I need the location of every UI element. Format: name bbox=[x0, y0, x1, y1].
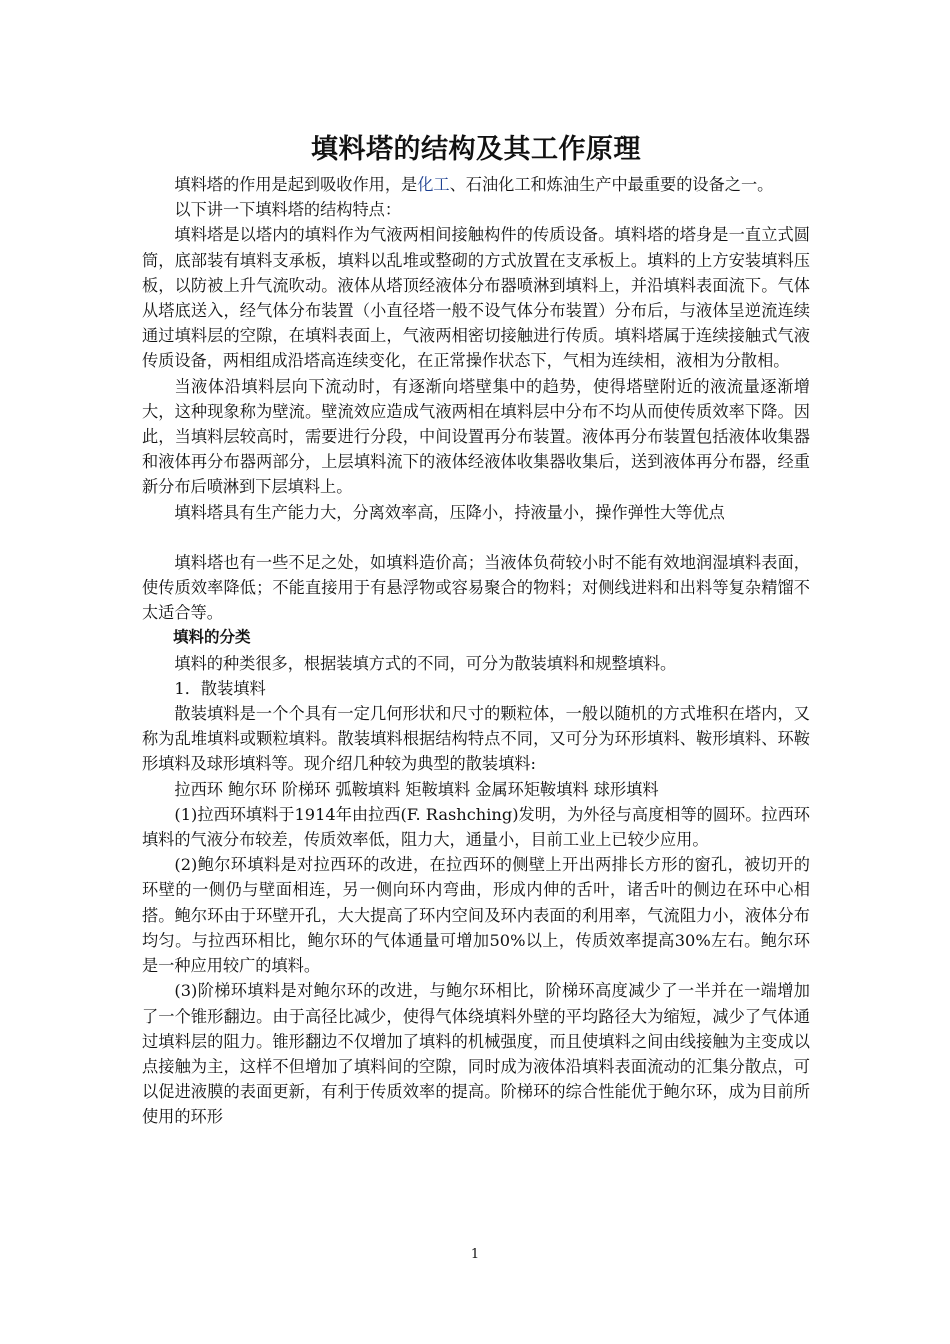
paragraph-types: 填料的种类很多，根据装填方式的不同，可分为散装填料和规整填料。 bbox=[174, 653, 677, 673]
paragraph-random-packing: 散装填料是一个个具有一定几何形状和尺寸的颗粒体，一般以随机的方式堆积在塔内，又称为乱堆填料或颗粒填料。散装填料根据结构特点不同，又可分为环形填料、鞍形填料、环鞍形填料及球形填料等。现介绍几种较为典型的散装填料: bbox=[142, 704, 810, 774]
paragraph-intro bbox=[142, 172, 810, 197]
paragraph-wall-flow: 当液体沿填料层向下流动时，有逐渐向塔壁集中的趋势，使得塔壁附近的液流量逐渐增大，这种现象称为壁流。壁流效应造成气液两相在填料层中分布不均从而使传质效率下降。因此，当填料层较高时，需要进行分段，中间设置再分布装置。液体再分布装置包括液体收集器和液体再分布器两部分，上层填料流下的液体经液体收集器收集后，送到液体再分布器，经重新分布后喷淋到下层填料上。 bbox=[142, 376, 810, 497]
intro-text-before: 填料塔的作用是起到吸收作用，是 bbox=[174, 175, 418, 194]
packing-type-list: 拉西环 鲍尔环 阶梯环 弧鞍填料 矩鞍填料 金属环矩鞍填料 球形填料 bbox=[174, 779, 659, 799]
paragraph-pall-ring: (2)鲍尔环填料是对拉西环的改进，在拉西环的侧壁上开出两排长方形的窗孔，被切开的环壁的一侧仍与壁面相连，另一侧向环内弯曲，形成内伸的舌叶，诸舌叶的侧边在环中心相搭。鲍尔环由于环壁开孔，大大提高了环内空间及环内表面的利用率，气流阻力小，液体分布均匀。与拉西环相比，鲍尔环的气体通量可增加50%以上，传质效率提高30%左右。鲍尔环是一种应用较广的填料。 bbox=[142, 855, 810, 976]
paragraph-structure-intro: 以下讲一下填料塔的结构特点： bbox=[174, 200, 402, 220]
intro-text-after: 、石油化工和炼油生产中最重要的设备之一。 bbox=[449, 175, 774, 194]
document-title: 填料塔的结构及其工作原理 bbox=[311, 134, 641, 165]
paragraph-raschig-ring: (1)拉西环填料于1914年由拉西(F. Rashching)发明，为外径与高度相等的圆环。拉西环填料的气液分布较差，传质效率低，阻力大，通量小，目前工业上已较少应用。 bbox=[142, 804, 810, 850]
paragraph-structure: 填料塔是以塔内的填料作为气液两相间接触构件的传质设备。填料塔的塔身是一直立式圆筒，底部装有填料支承板，填料以乱堆或整砌的方式放置在支承板上。填料的上方安装填料压板，以防被上升气流吹动。液体从塔顶经液体分布器喷淋到填料上，并沿填料表面流下。气体从塔底送入，经气体分布装置（小直径塔一般不设气体分布装置）分布后，与液体呈逆流连续通过填料层的空隙，在填料表面上，气液两相密切接触进行传质。填料塔属于连续接触式气液传质设备，两相组成沿塔高连续变化，在正常操作状态下，气相为连续相，液相为分散相。 bbox=[142, 225, 810, 371]
heading-classification: 填料的分类 bbox=[173, 628, 251, 647]
paragraph-disadvantages: 填料塔也有一些不足之处，如填料造价高；当液体负荷较小时不能有效地润湿填料表面，使传质效率降低；不能直接用于有悬浮物或容易聚合的物料；对侧线进料和出料等复杂精馏不太适合等。 bbox=[142, 552, 810, 623]
document-body bbox=[142, 128, 810, 1130]
subheading-random-packing: 1．散装填料 bbox=[174, 678, 266, 698]
chemical-industry-link[interactable]: 化工 bbox=[417, 175, 450, 194]
page-number: 1 bbox=[470, 1247, 480, 1262]
paragraph-cascade-ring: (3)阶梯环填料是对鲍尔环的改进，与鲍尔环相比，阶梯环高度减少了一半并在一端增加了一个锥形翻边。由于高径比减少，使得气体绕填料外壁的平均路径大为缩短，减少了气体通过填料层的阻力。锥形翻边不仅增加了填料的机械强度，而且使填料之间由线接触为主变成以点接触为主，这样不但增加了填料间的空隙，同时成为液体沿填料表面流动的汇集分散点，可以促进液膜的表面更新，有利于传质效率的提高。阶梯环的综合性能优于鲍尔环，成为目前所使用的环形 bbox=[142, 981, 810, 1127]
paragraph-advantages: 填料塔具有生产能力大，分离效率高，压降小，持液量小，操作弹性大等优点 bbox=[174, 502, 725, 522]
blank-line bbox=[142, 525, 810, 550]
